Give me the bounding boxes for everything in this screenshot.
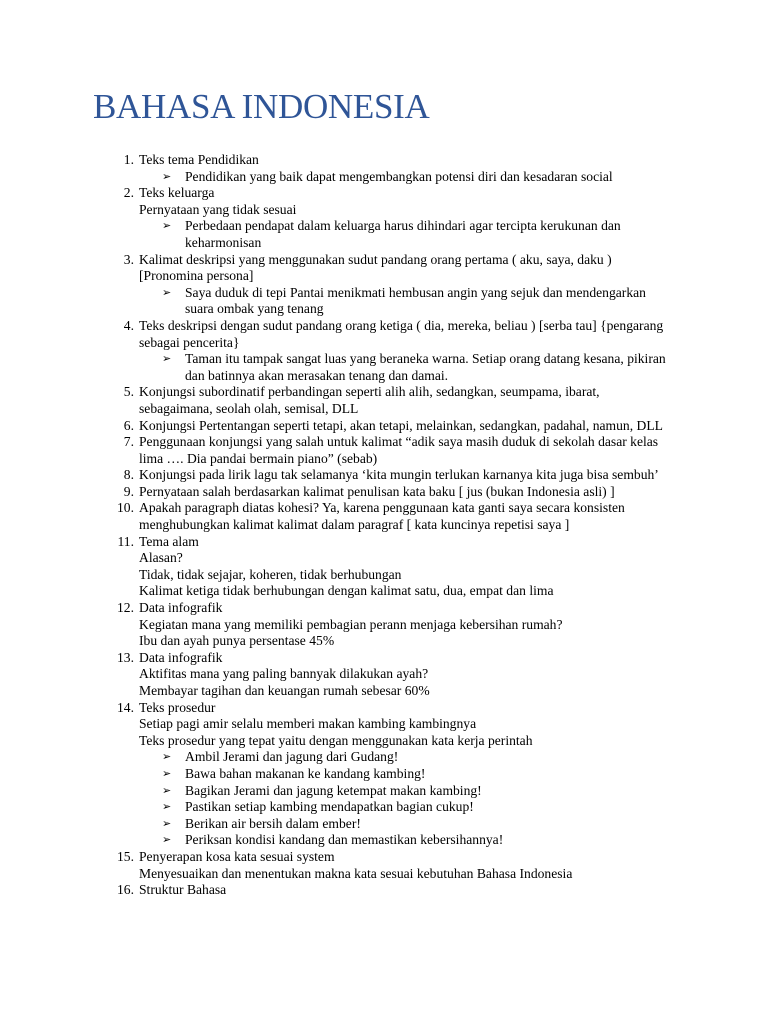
bullet-text: Perbedaan pendapat dalam keluarga harus dihindari agar tercipta kerukunan dan keharmonisan [185, 218, 621, 250]
list-item-text: Penyerapan kosa kata sesuai system [139, 848, 335, 864]
list-item-number: 7. [123, 434, 134, 450]
list-item [0, 882, 768, 899]
bullet-item [139, 799, 668, 816]
bullet-text: Pastikan setiap kambing mendapatkan bagian cukup! [185, 799, 474, 815]
bullet-text: Periksan kondisi kandang dan memastikan kebersihannya! [185, 832, 504, 848]
list-item [0, 384, 768, 417]
list-item-text: Tema alam [139, 533, 199, 549]
bullet-text: Bawa bahan makanan ke kandang kambing! [185, 765, 426, 781]
bullet-item [139, 766, 668, 783]
list-item-text: Apakah paragraph diatas kohesi? Ya, karena penggunaan kata ganti saya secara konsisten menghubungkan kalimat kalimat dalam paragraf [ kata kuncinya repetisi saya ] [139, 500, 625, 533]
list-item [0, 500, 768, 533]
list-item-text: Teks prosedur yang tepat yaitu dengan menggunakan kata kerja perintah [139, 732, 533, 748]
bullet-list [139, 218, 668, 251]
list-item [0, 318, 768, 384]
list-item-text: Membayar tagihan dan keuangan rumah sebesar 60% [139, 683, 430, 698]
bullet-item [139, 832, 668, 849]
list-item [0, 467, 768, 484]
bullet-item [139, 816, 668, 833]
list-item-text: Teks keluarga [139, 185, 215, 201]
list-item-text: Struktur Bahasa [139, 882, 227, 898]
arrowhead-bullet-icon: ➢ [162, 766, 172, 780]
list-item-text: Pernyataan yang tidak sesuai [139, 201, 297, 217]
list-item-number: 13. [117, 649, 134, 665]
list-item-text: Alasan? [139, 550, 183, 566]
list-item-number: 14. [117, 699, 134, 715]
list-item-text: Kalimat ketiga tidak berhubungan dengan kalimat satu, dua, empat dan lima [139, 583, 554, 599]
list-item [0, 484, 768, 501]
arrowhead-bullet-icon: ➢ [162, 816, 172, 830]
list-item-text: Setiap pagi amir selalu memberi makan kambing kambingnya [139, 716, 477, 732]
list-item [0, 418, 768, 435]
numbered-list [0, 152, 768, 899]
list-item-number: 5. [123, 384, 134, 400]
bullet-list [139, 351, 668, 384]
bullet-item [139, 749, 668, 766]
list-item-text: Data infografik [139, 649, 223, 665]
list-item-text: Teks prosedur [139, 699, 216, 715]
arrowhead-bullet-icon: ➢ [162, 169, 172, 183]
list-item-number: 12. [117, 600, 134, 616]
list-item-text: Ibu dan ayah punya persentase 45% [139, 633, 335, 649]
list-item-number: 2. [123, 185, 134, 201]
list-item-number: 10. [117, 500, 134, 516]
bullet-text: Ambil Jerami dan jagung dari Gudang! [185, 749, 399, 765]
list-item [0, 152, 768, 185]
document-title: BAHASA INDONESIA [93, 87, 430, 126]
list-item-number: 15. [117, 848, 134, 864]
list-item-number: 1. [123, 152, 134, 167]
list-item-text: Data infografik [139, 600, 223, 616]
bullet-text: Berikan air bersih dalam ember! [185, 815, 361, 831]
arrowhead-bullet-icon: ➢ [162, 352, 172, 366]
list-item-text: Kegiatan mana yang memiliki pembagian perann menjaga kebersihan rumah? [139, 616, 563, 632]
list-item-number: 6. [123, 417, 134, 433]
bullet-text: Bagikan Jerami dan jagung ketempat makan kambing! [185, 782, 482, 798]
bullet-list [139, 749, 668, 849]
list-item-text: Konjungsi pada lirik lagu tak selamanya ‘kita mungin terlukan karnanya kita juga bisa sembuh’ [139, 467, 659, 483]
arrowhead-bullet-icon: ➢ [162, 833, 172, 847]
list-item-text: Pernyataan salah berdasarkan kalimat penulisan kata baku [ jus (bukan Indonesia asli) ] [139, 483, 615, 499]
bullet-text: Taman itu tampak sangat luas yang beraneka warna. Setiap orang datang kesana, pikiran dan batinnya akan merasakan tenang dan damai. [185, 351, 666, 383]
arrowhead-bullet-icon: ➢ [162, 285, 172, 299]
list-item-text: Konjungsi subordinatif perbandingan seperti alih alih, sedangkan, seumpama, ibarat, sebagaimana, seolah olah, semisal, DLL [139, 384, 600, 416]
list-item [0, 849, 768, 882]
list-item-number: 4. [123, 317, 134, 333]
list-item-text: Aktifitas mana yang paling bannyak dilakukan ayah? [139, 666, 429, 682]
bullet-item [139, 783, 668, 800]
list-item [0, 600, 768, 650]
bullet-list [139, 285, 668, 318]
bullet-list [139, 169, 668, 186]
list-item [0, 185, 768, 251]
bullet-item [139, 285, 668, 318]
list-item [0, 650, 768, 700]
list-item [0, 434, 768, 467]
list-item-number: 11. [117, 533, 134, 549]
list-item-number: 8. [123, 467, 134, 483]
list-item-text: Menyesuaikan dan menentukan makna kata sesuai kebutuhan Bahasa Indonesia [139, 865, 573, 881]
list-item-number: 9. [123, 483, 134, 499]
list-item-text: Teks tema Pendidikan [139, 152, 259, 167]
arrowhead-bullet-icon: ➢ [162, 750, 172, 764]
list-item [0, 534, 768, 600]
bullet-item [139, 169, 668, 186]
list-item-text: Tidak, tidak sejajar, koheren, tidak berhubungan [139, 566, 402, 582]
list-item-text: Konjungsi Pertentangan seperti tetapi, akan tetapi, melainkan, sedangkan, padahal, namun, DLL [139, 417, 663, 433]
list-item-text: Kalimat deskripsi yang menggunakan sudut pandang orang pertama ( aku, saya, daku ) [Pronomina persona] [139, 251, 612, 284]
bullet-item [139, 218, 668, 251]
list-item [0, 700, 768, 849]
arrowhead-bullet-icon: ➢ [162, 783, 172, 797]
bullet-text: Pendidikan yang baik dapat mengembangkan potensi diri dan kesadaran social [185, 168, 613, 184]
list-item-number: 16. [117, 882, 134, 898]
list-item-text: Teks deskripsi dengan sudut pandang orang ketiga ( dia, mereka, beliau ) [serba tau] {pengarang sebagai pencerita} [139, 317, 664, 350]
list-item [0, 252, 768, 318]
list-item-text: Penggunaan konjungsi yang salah untuk kalimat “adik saya masih duduk di sekolah dasar kelas lima …. Dia pandai bermain piano” (sebab) [139, 434, 659, 466]
bullet-item [139, 351, 668, 384]
bullet-text: Saya duduk di tepi Pantai menikmati hembusan angin yang sejuk dan mendengarkan suara ombak yang tenang [185, 284, 646, 317]
arrowhead-bullet-icon: ➢ [162, 219, 172, 233]
list-item-number: 3. [123, 251, 134, 267]
arrowhead-bullet-icon: ➢ [162, 800, 172, 814]
